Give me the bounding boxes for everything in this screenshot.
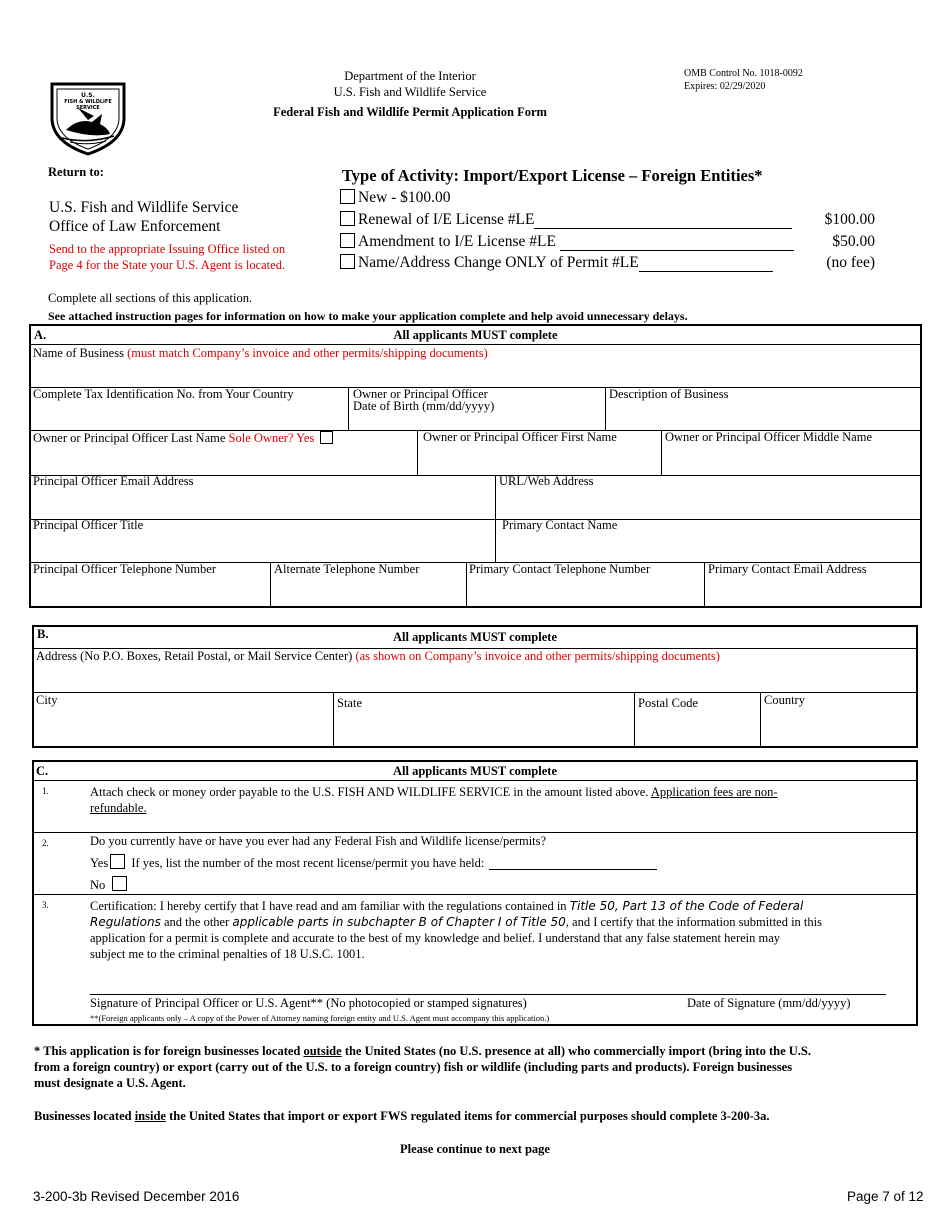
prior-permit-yes-checkbox[interactable] — [110, 854, 125, 869]
officer-title-field[interactable]: Principal Officer Title — [33, 518, 144, 532]
owner-dob-field[interactable]: Date of Birth (mm/dd/yyyy) — [353, 399, 495, 413]
section-b-header: All applicants MUST complete — [392, 630, 557, 644]
agency-logo — [48, 78, 128, 156]
signature-label: Signature of Principal Officer or U.S. Agent** (No photocopied or stamped signatures) — [90, 996, 527, 1010]
svg-text:U.S.: U.S. — [81, 92, 95, 99]
officer-email-field[interactable]: Principal Officer Email Address — [33, 474, 194, 488]
primary-contact-name-field[interactable]: Primary Contact Name — [502, 518, 618, 532]
owner-last-name-field[interactable]: Owner or Principal Officer Last Name Sole Owner? Yes — [33, 431, 333, 445]
form-title: Federal Fish and Wildlife Permit Application Form — [273, 105, 547, 119]
power-of-attorney-footnote: **(Foreign applicants only – A copy of the Power of Attorney naming foreign entity and U.S. Agent must accompany this application.) — [90, 1013, 550, 1023]
state-field[interactable]: State — [337, 696, 362, 710]
instructions-line2: See attached instruction pages for information on how to make your application complete and help avoid unnecessary delays. — [48, 309, 688, 323]
business-name-field[interactable]: Name of Business (must match Company’s invoice and other permits/shipping documents) — [33, 346, 488, 360]
owner-middle-name-field[interactable]: Owner or Principal Officer Middle Name — [665, 430, 872, 444]
signature-date-label: Date of Signature (mm/dd/yyyy) — [687, 996, 851, 1010]
return-address-line1: U.S. Fish and Wildlife Service — [49, 199, 239, 216]
item-2-question: Do you currently have or have you ever had any Federal Fish and Wildlife license/permits? — [90, 834, 547, 848]
return-to-label: Return to: — [48, 165, 104, 179]
country-field[interactable]: Country — [764, 693, 805, 707]
continue-note: Please continue to next page — [400, 1142, 550, 1156]
activity-amendment-checkbox[interactable] — [340, 233, 355, 248]
url-field[interactable]: URL/Web Address — [499, 474, 594, 488]
omb-control: OMB Control No. 1018-0092 — [684, 68, 803, 79]
section-a-header: All applicants MUST complete — [393, 328, 558, 342]
sole-owner-label: Sole Owner? Yes — [228, 431, 315, 445]
sole-owner-checkbox[interactable] — [320, 431, 333, 444]
section-a-letter: A. — [34, 328, 47, 342]
item-2-no-row: No — [90, 876, 130, 892]
item-2-number: 2. — [42, 838, 49, 848]
issuing-office-note-line2: Page 4 for the State your U.S. Agent is located. — [49, 258, 286, 272]
section-b-letter: B. — [37, 627, 49, 641]
return-address-line2: Office of Law Enforcement — [49, 218, 221, 235]
item-1-number: 1. — [42, 786, 49, 796]
form-number: 3-200-3b Revised December 2016 — [33, 1189, 240, 1204]
foreign-business-note: * This application is for foreign businesses located outside the United States (no U.S. presence at all) who commercially import (bring into the U.S. from a foreign country) or export (carry out of the U.S. to a foreign country) fish or wildlife (including parts and products). Foreign businesses must designate a U.S. Agent. — [34, 1044, 811, 1090]
section-c-header: All applicants MUST complete — [392, 764, 557, 778]
city-field[interactable]: City — [36, 693, 58, 707]
certification-text: Certification: I hereby certify that I have read and am familiar with the regulations contained in Title 50, Part 13 of the Code of Federal Regulations and the other applicable parts in subchapter B of Chapter I of Title 50, and I certify that the information submitted in this application for a permit is complete and accurate to the best of my knowledge and belief. I understand that any false statement herein may subject me to the criminal penalties of 18 U.S.C. 1001. — [90, 899, 822, 961]
contact-phone-field[interactable]: Primary Contact Telephone Number — [469, 562, 651, 576]
contact-email-field[interactable]: Primary Contact Email Address — [708, 562, 867, 576]
service-name: U.S. Fish and Wildlife Service — [333, 85, 487, 99]
activity-option-name-change: Name/Address Change ONLY of Permit #LE (no fee) — [340, 254, 875, 272]
signature-line[interactable] — [90, 994, 886, 995]
postal-code-field[interactable]: Postal Code — [638, 696, 699, 710]
activity-option-amendment: Amendment to I/E License #LE $50.00 — [340, 233, 875, 251]
owner-dob-label-1: Owner or Principal Officer — [353, 387, 488, 401]
renewal-license-number-field[interactable] — [534, 213, 792, 229]
item-1-text: Attach check or money order payable to the U.S. FISH AND WILDLIFE SERVICE in the amount listed above. Application fees are non- refundable. — [90, 785, 778, 815]
activity-name-change-checkbox[interactable] — [340, 254, 355, 269]
owner-first-name-field[interactable]: Owner or Principal Officer First Name — [423, 430, 617, 444]
alternate-phone-field[interactable]: Alternate Telephone Number — [274, 562, 420, 576]
section-c-letter: C. — [36, 764, 49, 778]
page-number: Page 7 of 12 — [847, 1189, 924, 1204]
amendment-license-number-field[interactable] — [560, 235, 794, 251]
svg-text:FISH & WILDLIFE: FISH & WILDLIFE — [64, 99, 112, 105]
address-field[interactable]: Address (No P.O. Boxes, Retail Postal, or Mail Service Center) (as shown on Company’s invoice and other permits/shipping documents) — [36, 649, 720, 663]
activity-title: Type of Activity: Import/Export License – Foreign Entities* — [342, 166, 763, 185]
expiration-date: Expires: 02/29/2020 — [684, 81, 766, 92]
business-description-field[interactable]: Description of Business — [609, 387, 729, 401]
activity-option-renewal: Renewal of I/E License #LE $100.00 — [340, 211, 875, 229]
activity-option-new: New - $100.00 — [340, 189, 451, 207]
activity-new-checkbox[interactable] — [340, 189, 355, 204]
tax-id-field[interactable]: Complete Tax Identification No. from Your Country — [33, 387, 294, 401]
prior-permit-no-checkbox[interactable] — [112, 876, 127, 891]
domestic-business-note: Businesses located inside the United States that import or export FWS regulated items for commercial purposes should complete 3-200-3a. — [34, 1109, 770, 1123]
item-3-number: 3. — [42, 900, 49, 910]
officer-phone-field[interactable]: Principal Officer Telephone Number — [33, 562, 216, 576]
prior-permit-number-field[interactable] — [489, 857, 657, 870]
department-name: Department of the Interior — [344, 69, 476, 83]
name-change-permit-number-field[interactable] — [639, 256, 773, 272]
instructions-line1: Complete all sections of this application. — [48, 291, 253, 305]
issuing-office-note-line1: Send to the appropriate Issuing Office listed on — [49, 242, 286, 256]
item-2-yes-row: Yes If yes, list the number of the most recent license/permit you have held: — [90, 854, 657, 870]
activity-renewal-checkbox[interactable] — [340, 211, 355, 226]
svg-text:SERVICE: SERVICE — [76, 105, 100, 111]
